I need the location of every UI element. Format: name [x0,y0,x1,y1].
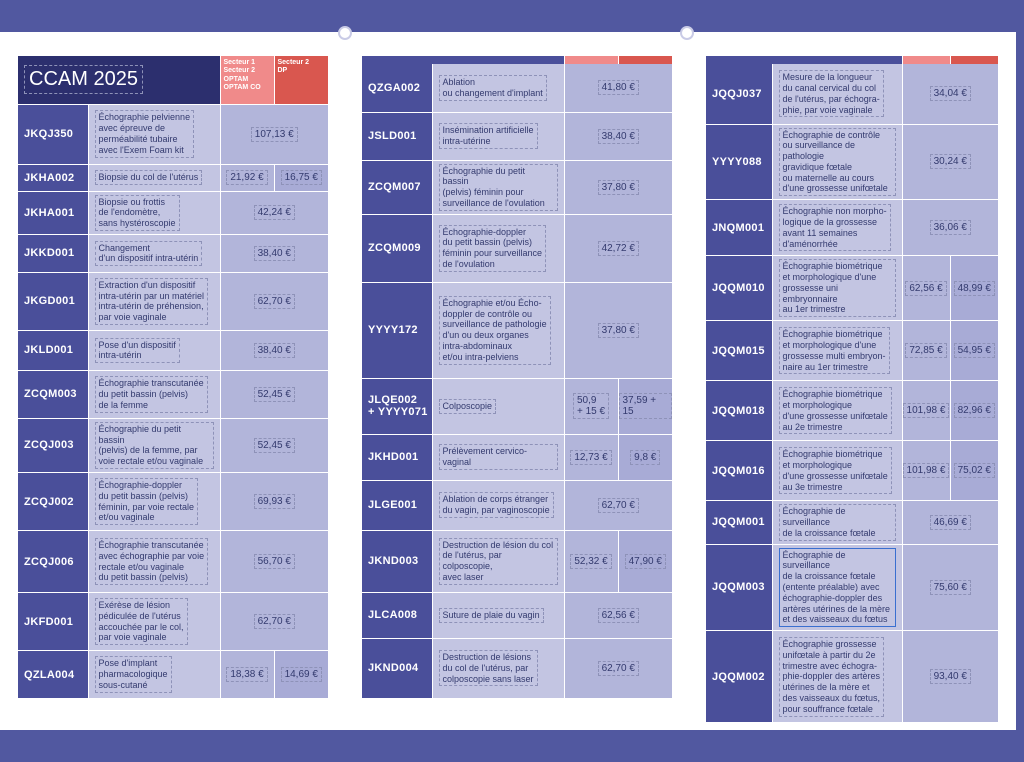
table-header-bar [706,56,998,64]
tariff-sector-1-value: 21,92 € [226,170,267,185]
table-row [18,473,328,531]
table-header-row [18,56,328,104]
tariff-sector-2-value: 37,59 + 15 [619,393,673,419]
act-description-text: Ablation ou changement d'implant [439,75,547,101]
tariff-sector-2-value: 9,8 € [630,450,660,465]
tariff-all-sectors [902,501,998,544]
tariff-sector-2-value: 82,96 € [954,403,995,418]
act-description [772,631,902,723]
tariff-value: 38,40 € [598,129,639,144]
tariff-all-sectors [220,593,328,651]
act-description-text: Échographie de surveillance de la croissance fœtale [779,504,896,540]
act-description-text: Colposcopie [439,399,497,414]
sector-2-bar [618,56,672,64]
act-description-text: Exérèse de lésion pédiculée de l'utérus accouchée par le col, par voie vaginale [95,598,188,645]
tariff-all-sectors [902,124,998,200]
tariff-value: 36,06 € [930,220,971,235]
tariff-all-sectors [564,160,672,214]
act-code: JKGD001 [18,272,88,330]
act-code: ZCQJ006 [18,531,88,593]
act-description-text: Extraction d'un dispositif intra-utérin par un matériel intra-utérin de préhension, par voie vaginale [95,278,209,325]
tariff-value: 75,60 € [930,580,971,595]
act-description [772,200,902,256]
act-description [432,592,564,638]
act-code: JQQM003 [706,544,772,631]
tariff-sector-2-value: 14,69 € [281,667,322,682]
act-description [772,64,902,124]
act-code: JKFD001 [18,593,88,651]
tariff-value: 42,72 € [598,241,639,256]
table-row [706,124,998,200]
table-header-bar [362,56,672,64]
header-bar-left [362,56,564,64]
act-code: JLGE001 [362,480,432,530]
act-description [88,272,220,330]
tariff-value: 34,04 € [930,86,971,101]
tariff-all-sectors [564,282,672,378]
sector-1-bar [902,56,950,64]
act-description [88,104,220,164]
act-description [772,124,902,200]
act-description-text: Échographie non morpho- logique de la grossesse avant 11 semaines d'aménorrhée [779,204,891,251]
act-description-text: Échographie biométrique et morphologique d'une grossesse multi embryon- naire au 1er trimestre [779,327,890,374]
act-description-text: Échographie-doppler du petit bassin (pelvis) féminin, par voie rectale et/ou vaginale [95,478,199,525]
tariff-all-sectors [564,112,672,160]
ccam-table-panel-2 [362,56,672,699]
tariff-sector-1 [564,434,618,480]
act-description [432,638,564,698]
act-description [432,112,564,160]
act-description [432,282,564,378]
act-description-text: Biopsie du col de l'utérus [95,170,203,185]
tariff-value: 62,56 € [598,608,639,623]
tariff-all-sectors [564,638,672,698]
ccam-table-panel-1 [18,56,328,699]
act-code: JQQM010 [706,256,772,321]
sector-2-header: Secteur 2 DP [274,56,328,104]
act-description [432,64,564,112]
tariff-value: 38,40 € [254,343,295,358]
sector-1-bar [564,56,618,64]
page-title [18,56,220,104]
act-description-text: Échographie pelvienne avec épreuve de perméabilité tubaire avec l'Exem Foam kit [95,110,195,157]
act-description [88,531,220,593]
tariff-value: 62,70 € [254,614,295,629]
tariff-sector-1 [220,651,274,699]
act-description [88,593,220,651]
tariff-all-sectors [902,544,998,631]
table-row [706,321,998,381]
table-row [362,214,672,282]
tariff-all-sectors [220,330,328,370]
act-code: QZLA004 [18,651,88,699]
tariff-sector-2-value: 48,99 € [954,281,995,296]
tariff-sector-2 [950,441,998,501]
act-code: ZCQM007 [362,160,432,214]
tariff-all-sectors [902,64,998,124]
tariff-sector-1 [220,164,274,191]
act-description [88,164,220,191]
tariff-all-sectors [220,191,328,234]
act-description [88,651,220,699]
act-code: JKHA001 [18,191,88,234]
table-row [18,418,328,472]
tariff-sector-2-value: 75,02 € [954,463,995,478]
act-description [88,234,220,272]
act-code: YYYY088 [706,124,772,200]
tariff-all-sectors [220,234,328,272]
table-row [362,64,672,112]
table-row [706,441,998,501]
table-row [706,256,998,321]
act-code: JKLD001 [18,330,88,370]
act-description [432,214,564,282]
tariff-all-sectors [220,473,328,531]
fold-notch-left [338,26,352,40]
tariff-sector-2 [274,164,328,191]
tariff-all-sectors [220,418,328,472]
tariff-sector-2 [950,381,998,441]
tariff-value: 38,40 € [254,246,295,261]
tariff-all-sectors [902,200,998,256]
act-description-text: Prélèvement cervico-vaginal [439,444,558,470]
act-code: JQQM001 [706,501,772,544]
act-description-text: Échographie-doppler du petit bassin (pelvis) féminin pour surveillance de l'ovulation [439,225,547,272]
ccam-table-panel-3 [706,56,998,723]
tariff-sector-2 [274,651,328,699]
table-row [706,631,998,723]
act-code: ZCQJ003 [18,418,88,472]
table-row [18,272,328,330]
act-code: JKHA002 [18,164,88,191]
act-code: JLCA008 [362,592,432,638]
tariff-value: 62,70 € [598,498,639,513]
act-description-text: Ablation de corps étranger du vagin, par vaginoscopie [439,492,554,518]
act-description-text: Mesure de la longueur du canal cervical du col de l'utérus, par échogra- phie, par voie vaginale [779,70,884,117]
header-bar-left [706,56,902,64]
tariff-value: 62,70 € [254,294,295,309]
tariff-sector-1-value: 72,85 € [905,343,946,358]
tariff-all-sectors [564,592,672,638]
tariff-sector-2 [618,434,672,480]
act-description-text: Pose d'un dispositif intra-utérin [95,338,180,364]
tariff-value: 107,13 € [251,127,298,142]
act-code: JKQJ350 [18,104,88,164]
act-description [88,418,220,472]
table-row [18,104,328,164]
act-code: JNQM001 [706,200,772,256]
act-description-text: Échographie de contrôle ou surveillance de pathologie gravidique fœtale ou maternelle au cours d'une grossesse unifœtale [779,128,896,197]
table-row [18,370,328,418]
act-code: JKKD001 [18,234,88,272]
tariff-all-sectors [220,370,328,418]
fold-notch-right [680,26,694,40]
tariff-value: 52,45 € [254,387,295,402]
tariff-all-sectors [220,272,328,330]
tariff-all-sectors [220,531,328,593]
act-description-text: Suture de plaie du vagin [439,608,544,623]
tariff-value: 62,70 € [598,661,639,676]
table-row [18,191,328,234]
tariff-sector-1-value: 101,98 € [903,403,950,418]
table-row [18,651,328,699]
act-description-text: Échographie transcutanée avec échographie par voie rectale et/ou vaginale du petit bassin (pelvis) [95,538,209,585]
act-description [772,381,902,441]
act-description-text: Échographie transcutanée du petit bassin (pelvis) de la femme [95,376,208,412]
tariff-sector-1-value: 50,9 + 15 € [573,393,609,419]
table-row [362,530,672,592]
act-description [88,473,220,531]
tariff-sector-1-value: 101,98 € [903,463,950,478]
act-description [772,441,902,501]
tariff-all-sectors [564,480,672,530]
act-description [432,480,564,530]
act-code: JKHD001 [362,434,432,480]
page-title-text: CCAM 2025 [24,65,143,94]
act-description [432,378,564,434]
act-code: JSLD001 [362,112,432,160]
act-code: JQQM015 [706,321,772,381]
table-row [362,378,672,434]
table-row [362,434,672,480]
tariff-all-sectors [564,214,672,282]
act-description-text: Échographie biométrique et morphologique d'une grossesse unifœtale au 2e trimestre [779,387,892,434]
table-row [706,381,998,441]
act-code: YYYY172 [362,282,432,378]
table-row [18,330,328,370]
tariff-sector-1-value: 12,73 € [570,450,611,465]
tariff-sector-2-value: 16,75 € [281,170,322,185]
table-row [18,531,328,593]
table-row [362,480,672,530]
act-description [772,256,902,321]
table-row [706,200,998,256]
act-code: ZCQJ002 [18,473,88,531]
tariff-all-sectors [902,631,998,723]
tariff-sector-1 [902,381,950,441]
act-code: JKND003 [362,530,432,592]
act-description [88,191,220,234]
tariff-sector-1-value: 62,56 € [905,281,946,296]
table-row [362,592,672,638]
tariff-sector-1-value: 52,32 € [570,554,611,569]
act-code: JQQM016 [706,441,772,501]
act-description [88,330,220,370]
tariff-value: 41,80 € [598,80,639,95]
tariff-sector-2 [618,378,672,434]
tariff-all-sectors [564,64,672,112]
table-row [706,544,998,631]
tariff-sector-1 [902,441,950,501]
act-description [88,370,220,418]
act-description-text: Échographie de surveillance de la croissance fœtale (entente préalable) avec échographie-doppler des artères utérines de la mère et des vaisseaux du fœtus [779,548,896,628]
act-description [772,544,902,631]
tariff-sector-1 [902,256,950,321]
act-description-text: Échographie biométrique et morphologique d'une grossesse uni embryonnaire au 1er trimestre [779,259,896,317]
act-code: JQQM018 [706,381,772,441]
act-description-text: Échographie grossesse unifœtale à partir du 2e trimestre avec échogra- phie-doppler des artères utérines de la mère et des vaisseaux du fœtus, pour souffrance fœtale [779,637,885,717]
tariff-sector-1 [902,321,950,381]
act-description-text: Échographie et/ou Écho- doppler de contrôle ou surveillance de pathologie d'un ou deux organes intra-abdominaux et/ou intra-pelviens [439,296,551,365]
act-code: JQQM002 [706,631,772,723]
act-description-text: Destruction de lésions du col de l'utérus, par colposcopie sans laser [439,650,538,686]
tariff-sector-2 [618,530,672,592]
tariff-value: 69,93 € [254,494,295,509]
tariff-sector-2-value: 47,90 € [625,554,666,569]
act-description-text: Biopsie ou frottis de l'endomètre, sans hystéroscopie [95,195,180,231]
act-description [432,434,564,480]
tariff-all-sectors [220,104,328,164]
tariff-sector-1-value: 18,38 € [226,667,267,682]
tariff-value: 46,69 € [930,515,971,530]
table-row [18,234,328,272]
act-description-text: Échographie du petit bassin (pelvis) de la femme, par voie rectale et/ou vaginale [95,422,214,469]
tariff-sector-2 [950,256,998,321]
table-row [18,164,328,191]
act-description-text: Insémination artificielle intra-utérine [439,123,538,149]
act-description-text: Échographie du petit bassin (pelvis) féminin pour surveillance de l'ovulation [439,164,558,211]
tariff-value: 93,40 € [930,669,971,684]
table-row [362,160,672,214]
table-row [362,112,672,160]
tariff-value: 37,80 € [598,180,639,195]
act-code: ZCQM009 [362,214,432,282]
act-description [432,530,564,592]
act-code: JKND004 [362,638,432,698]
sector-1-header: Secteur 1 Secteur 2 OPTAM OPTAM CO [220,56,274,104]
act-description-text: Changement d'un dispositif intra-utérin [95,241,203,267]
tariff-value: 42,24 € [254,205,295,220]
tariff-value: 30,24 € [930,154,971,169]
tariff-value: 52,45 € [254,438,295,453]
act-code: JQQJ037 [706,64,772,124]
act-description [772,321,902,381]
tariff-sector-2-value: 54,95 € [954,343,995,358]
table-row [18,593,328,651]
tariff-sector-2 [950,321,998,381]
tariff-value: 37,80 € [598,323,639,338]
tariff-sector-1 [564,378,618,434]
sector-2-bar [950,56,998,64]
act-description-text: Échographie biométrique et morphologique d'une grossesse unifœtale au 3e trimestre [779,447,892,494]
act-code: ZCQM003 [18,370,88,418]
act-code: JLQE002 + YYYY071 [362,378,432,434]
act-description-text: Pose d'implant pharmacologique sous-cutané [95,656,172,692]
table-row [706,64,998,124]
act-description-text: Destruction de lésion du col de l'utérus, par colposcopie, avec laser [439,538,558,585]
act-description [432,160,564,214]
act-code: QZGA002 [362,64,432,112]
table-row [706,501,998,544]
act-description [772,501,902,544]
table-row [362,282,672,378]
tariff-sector-1 [564,530,618,592]
tariff-value: 56,70 € [254,554,295,569]
table-row [362,638,672,698]
